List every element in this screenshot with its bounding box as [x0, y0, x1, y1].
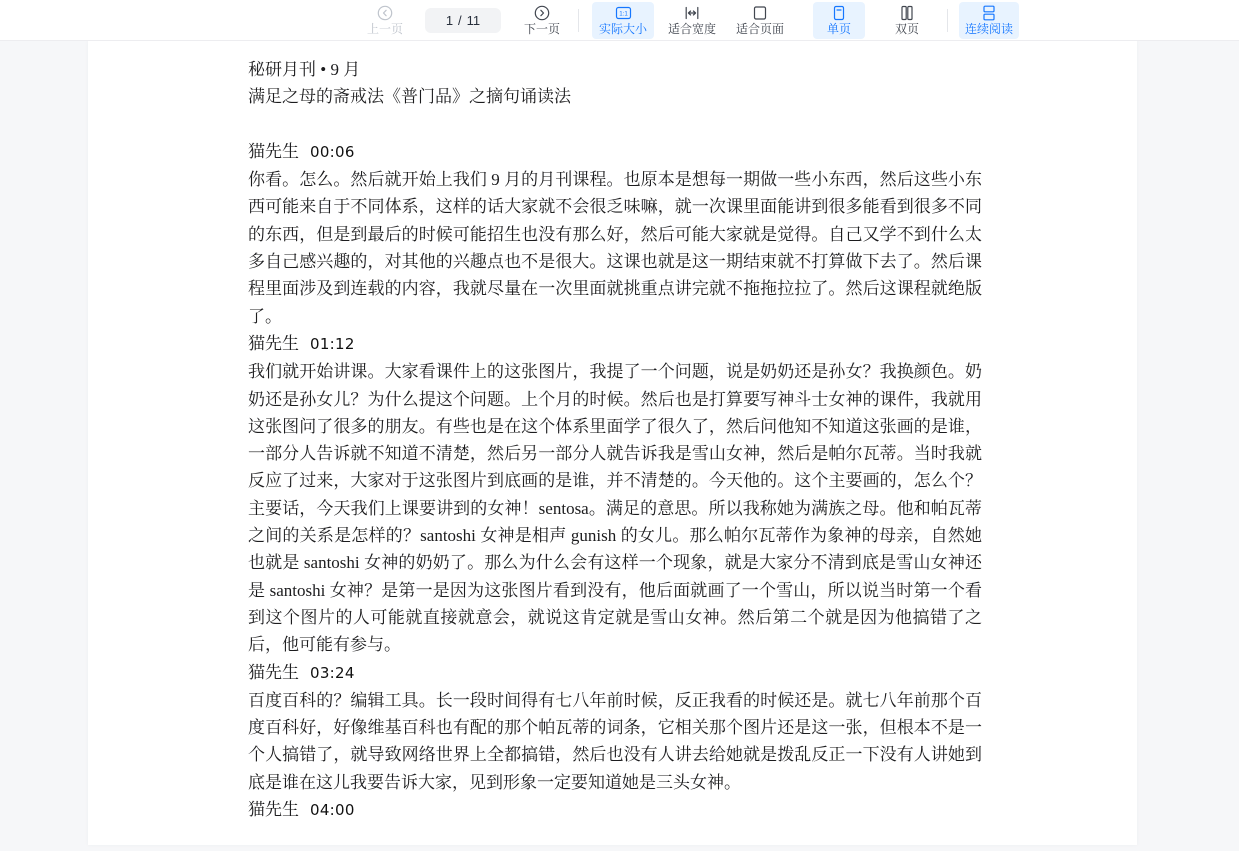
speaker-line: [248, 796, 982, 824]
document-title-line2: 满足之母的斋戒法《普门品》之摘句诵读法: [248, 87, 571, 107]
single-page-icon: [831, 5, 847, 21]
document-title-line1: 秘研月刊 • 9 月: [248, 60, 361, 79]
next-page-label: 下一页: [523, 22, 560, 36]
prev-page-icon: [377, 5, 393, 21]
fit-width-label: 适合宽度: [667, 22, 716, 36]
next-page-icon: [534, 5, 550, 21]
transcript-text: 你看。怎么。然后就开始上我们 9 月的月刊课程。也原本是想每一期做一些小东西，然后这些小东西可能来自于不同体系，这样的话大家就不会很乏味嘛，就一次课里面能讲到很多能看到很多不同的东西，但是到最后的时候可能招生也没有那么好，然后可能大家就是觉得。自己又学不到什么太多自己感兴趣的，对其他的兴趣点也不是很大。这课也就是这一期结束就不打算做下去了。然后课程里面涉及到连载的内容，我就尽量在一次里面就挑重点讲完就不拖拖拉拉了。然后这课程就绝版了。: [248, 170, 982, 326]
next-page-button[interactable]: [517, 0, 567, 41]
actual-size-icon: [615, 5, 632, 21]
actual-size-label: 实际大小: [598, 22, 647, 36]
fit-page-button[interactable]: [729, 0, 791, 41]
continuous-reading-icon: [981, 5, 997, 21]
page-current: 1: [445, 13, 454, 28]
toolbar-divider: [578, 9, 579, 32]
continuous-reading-label: 连续阅读: [964, 22, 1013, 36]
speaker-name: 猫先生: [248, 141, 299, 161]
timestamp: 00:06: [310, 142, 355, 161]
page-total: 11: [466, 13, 481, 28]
transcript-text: 我们就开始讲课。大家看课件上的这张图片，我提了一个问题，说是奶奶还是孙女？我换颜色。奶奶还是孙女儿？为什么提这个问题。上个月的时候。然后也是打算要写神斗士女神的课件，我就用这张图问了很多的朋友。有些也是在这个体系里面学了很久了，然后问他知不知道这张画的是谁，一部分人告诉就不知道不清楚，然后另一部分人就告诉我是雪山女神，然后是帕尔瓦蒂。当时我就反应了过来，大家对于这张图片到底画的是谁，并不清楚的。今天他的。这个主要画的，怎么个？主要话，今天我们上课要讲到的女神！sentosa。满足的意思。所以我称她为满族之母。他和帕瓦蒂之间的关系是怎样的？santoshi 女神是相声 gunish 的女儿。那么帕尔瓦蒂作为象神的母亲，自然她也就是 santoshi 女神的奶奶了。那么为什么会有这样一个现象，就是大家分不清到底是雪山女神还是 santoshi 女神？是第一是因为这张图片看到没有，他后面就画了一个雪山，所以说当时第一个看到这个图片的人可能就直接就意会，就说这肯定就是雪山女神。然后第二个就是因为他搞错了之后，他可能有参与。: [248, 362, 982, 655]
speaker-name: 猫先生: [248, 333, 299, 353]
transcript-text: 百度百科的？编辑工具。长一段时间得有七八年前时候，反正我看的时候还是。就七八年前那个百度百科好，好像维基百科也有配的那个帕瓦蒂的词条，它相关那个图片还是这一张，但根本不是一个人搞错了，就导致网络世界上全都搞错，然后也没有人讲去给她就是拨乱反正一下没有人讲她到底是谁在这儿我要告诉大家，见到形象一定要知道她是三头女神。: [248, 690, 982, 792]
timestamp: 03:24: [310, 663, 355, 682]
single-page-label: 单页: [826, 22, 851, 36]
document-scroll-area[interactable]: [0, 41, 1239, 851]
speaker-line: [248, 659, 982, 687]
prev-page-label: 上一页: [366, 22, 403, 36]
transcript-entry: [248, 796, 982, 824]
speaker-line: [248, 330, 982, 358]
transcript-entry: [248, 659, 982, 796]
continuous-reading-button[interactable]: [959, 2, 1019, 39]
actual-size-button[interactable]: [592, 2, 654, 39]
fit-page-icon: [752, 5, 768, 21]
speaker-name: 猫先生: [248, 662, 299, 682]
svg-text:1:1: 1:1: [618, 10, 628, 18]
document-page: [88, 41, 1137, 845]
transcript-entry: [248, 138, 982, 330]
single-page-button[interactable]: [813, 2, 865, 39]
fit-page-label: 适合页面: [735, 22, 784, 36]
toolbar-divider: [947, 9, 948, 32]
prev-page-button[interactable]: [360, 0, 410, 41]
timestamp: 04:00: [310, 801, 355, 820]
speaker-name: 猫先生: [248, 800, 299, 820]
transcript-entry: [248, 330, 982, 659]
page-number-input[interactable]: [425, 8, 501, 33]
double-page-label: 双页: [894, 22, 919, 36]
double-page-icon: [899, 5, 915, 21]
fit-width-icon: [684, 5, 700, 21]
double-page-button[interactable]: [881, 0, 933, 41]
fit-width-button[interactable]: [661, 0, 723, 41]
document-content: [88, 41, 1137, 824]
timestamp: 01:12: [310, 334, 355, 353]
blank-line: [248, 111, 982, 138]
page-separator: /: [458, 13, 462, 28]
speaker-line: [248, 138, 982, 166]
viewer-toolbar: [0, 0, 1239, 41]
